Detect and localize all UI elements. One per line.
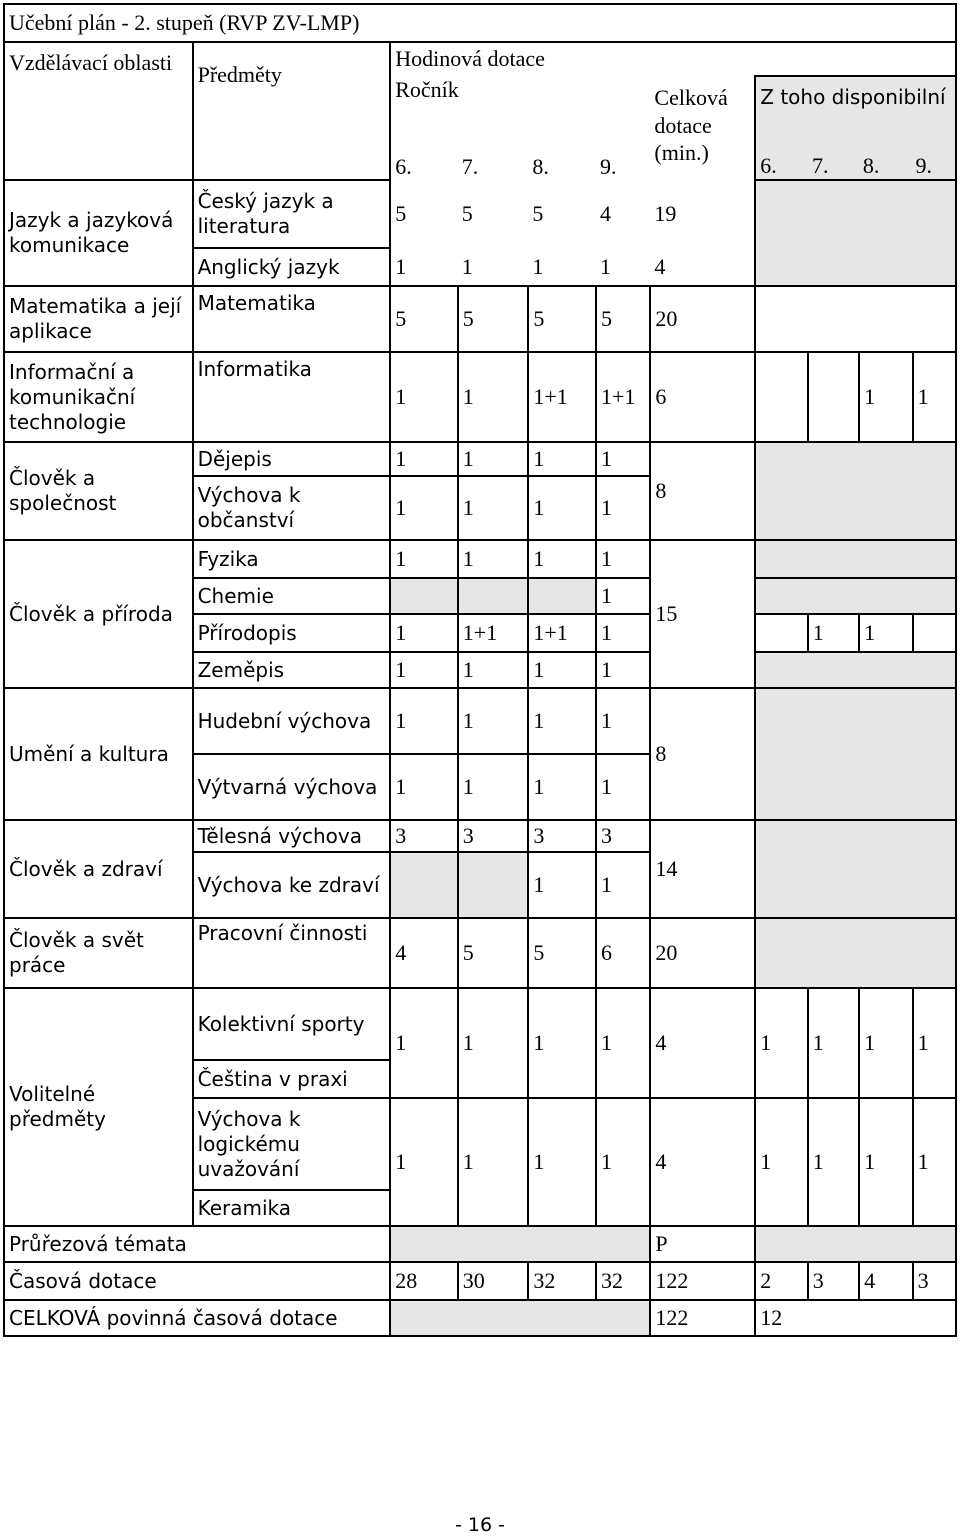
value-cell: 1 — [528, 652, 596, 688]
value-cell: 1 — [528, 442, 596, 476]
value-cell: 1 — [528, 540, 596, 578]
available-cell: 1 — [913, 1098, 956, 1226]
available-cell: 1 — [913, 352, 956, 442]
subject-work: Pracovní činnosti — [193, 918, 391, 988]
value-cell: 32 — [528, 1262, 596, 1300]
value-cell: 28 — [390, 1262, 458, 1300]
area-work: Člověk a svět práce — [4, 918, 193, 988]
area-ict: Informační a komunikační technologie — [4, 352, 193, 442]
header-grade-9: 9. — [596, 132, 650, 180]
available-cell — [755, 286, 956, 352]
value-cell: 1 — [596, 754, 650, 820]
available-cell: 12 — [755, 1300, 956, 1336]
available-cell — [913, 614, 956, 652]
total-cell: P — [650, 1226, 755, 1262]
curriculum-table — [3, 3, 957, 1337]
subject-team-sports: Kolektivní sporty — [193, 988, 391, 1060]
value-cell: 5 — [596, 286, 650, 352]
area-language: Jazyk a jazyková komunikace — [4, 180, 193, 286]
value-cell: 1 — [596, 852, 650, 918]
area-math: Matematika a její aplikace — [4, 286, 193, 352]
total-cell: 8 — [650, 688, 755, 820]
subject-chemistry: Chemie — [193, 578, 391, 614]
value-cell: 32 — [596, 1262, 650, 1300]
available-cell — [755, 1226, 956, 1262]
value-cell: 1 — [390, 1098, 458, 1226]
header-areas: Vzdělávací oblasti — [4, 42, 193, 180]
total-cell: 14 — [650, 820, 755, 918]
value-cell: 4 — [390, 918, 458, 988]
available-cell — [755, 652, 956, 688]
value-cell: 1 — [458, 688, 529, 754]
value-cell: 1 — [458, 540, 529, 578]
page-number: - 16 - — [455, 1514, 505, 1536]
total-cell: 8 — [650, 442, 755, 540]
available-cell — [755, 578, 956, 614]
subject-ceramics: Keramika — [193, 1190, 391, 1226]
value-cell — [390, 578, 458, 614]
available-cell: 3 — [808, 1262, 859, 1300]
value-cell: 1 — [390, 754, 458, 820]
available-cell: 1 — [859, 1098, 912, 1226]
total-cell: 4 — [650, 1098, 755, 1226]
header-available-grade-8: 8. — [862, 152, 880, 178]
subject-biology: Přírodopis — [193, 614, 391, 652]
subject-civics: Výchova k občanství — [193, 476, 391, 540]
value-cell: 3 — [596, 820, 650, 852]
total-cell: 6 — [650, 352, 755, 442]
header-available-grade-7: 7. — [812, 152, 829, 178]
available-cell — [755, 918, 956, 988]
subject-history: Dějepis — [193, 442, 391, 476]
value-cell: 1+1 — [528, 352, 596, 442]
value-cell: 1 — [528, 248, 596, 286]
value-cell: 6 — [596, 918, 650, 988]
available-cell — [755, 540, 956, 578]
value-cell: 30 — [458, 1262, 529, 1300]
header-subjects: Předměty — [193, 42, 391, 180]
value-cell: 1 — [458, 352, 529, 442]
value-cell: 1 — [596, 248, 650, 286]
available-cell: 1 — [808, 614, 859, 652]
header-available-grade-9: 9. — [915, 152, 933, 178]
value-cell — [390, 852, 458, 918]
value-cell: 1 — [390, 652, 458, 688]
value-cell: 1 — [596, 476, 650, 540]
value-cell: 1 — [528, 852, 596, 918]
value-cell: 1 — [528, 688, 596, 754]
header-hourly-allocation: Hodinová dotace — [390, 42, 956, 76]
value-cell: 1 — [596, 614, 650, 652]
value-cell: 1 — [596, 652, 650, 688]
available-cell: 1 — [859, 614, 912, 652]
subject-czech-practice: Čeština v praxi — [193, 1060, 391, 1098]
available-cell: 1 — [755, 1098, 807, 1226]
total-cell: 4 — [650, 988, 755, 1098]
value-cell: 1 — [458, 442, 529, 476]
available-cell — [808, 352, 859, 442]
available-cell — [755, 820, 956, 918]
total-cell: 20 — [650, 286, 755, 352]
value-cell: 1 — [528, 1098, 596, 1226]
subject-art: Výtvarná výchova — [193, 754, 391, 820]
total-cell: 122 — [650, 1262, 755, 1300]
total-cell: 4 — [650, 248, 755, 286]
subject-logic: Výchova k logickému uvažování — [193, 1098, 391, 1190]
value-cell: 1 — [596, 688, 650, 754]
value-cell: 1 — [458, 476, 529, 540]
value-cell: 1 — [596, 578, 650, 614]
value-cell: 5 — [458, 180, 529, 248]
row-cross-curricular-label: Průřezová témata — [4, 1226, 390, 1262]
subject-health: Výchova ke zdraví — [193, 852, 391, 918]
value-cell: 1 — [528, 988, 596, 1098]
value-cell: 3 — [528, 820, 596, 852]
value-cell: 1 — [528, 754, 596, 820]
row-total-mandatory-label: CELKOVÁ povinná časová dotace — [4, 1300, 390, 1336]
header-grade-8: 8. — [528, 132, 596, 180]
subject-math: Matematika — [193, 286, 391, 352]
row-time-allocation-label: Časová dotace — [4, 1262, 390, 1300]
available-cell — [755, 180, 956, 286]
area-society: Člověk a společnost — [4, 442, 193, 540]
available-cell: 1 — [859, 988, 912, 1098]
available-cell: 1 — [859, 352, 912, 442]
total-cell: 19 — [650, 180, 755, 248]
area-nature: Člověk a příroda — [4, 540, 193, 688]
value-cell: 1+1 — [458, 614, 529, 652]
value-cell: 1 — [596, 540, 650, 578]
value-cell: 1 — [390, 476, 458, 540]
available-cell: 4 — [859, 1262, 912, 1300]
header-available: Z toho disponibilní — [760, 85, 946, 109]
value-cell — [458, 578, 529, 614]
value-cell: 1 — [458, 754, 529, 820]
value-cell: 1+1 — [528, 614, 596, 652]
header-total: Celková dotace (min.) — [650, 76, 755, 180]
subject-informatics: Informatika — [193, 352, 391, 442]
available-cell — [755, 688, 956, 820]
value-cell: 1 — [390, 688, 458, 754]
available-cell: 1 — [913, 988, 956, 1098]
header-available-grade-6: 6. — [760, 152, 777, 178]
value-cell: 3 — [458, 820, 529, 852]
available-cell: 1 — [755, 988, 807, 1098]
value-cell: 1 — [596, 442, 650, 476]
total-cell: 20 — [650, 918, 755, 988]
available-cell: 3 — [913, 1262, 956, 1300]
value-cell: 1 — [390, 248, 458, 286]
value-cell: 3 — [390, 820, 458, 852]
value-cell — [458, 852, 529, 918]
value-cell: 1+1 — [596, 352, 650, 442]
value-cell: 1 — [458, 652, 529, 688]
value-cell: 5 — [528, 286, 596, 352]
value-cell: 5 — [458, 286, 529, 352]
area-health: Člověk a zdraví — [4, 820, 193, 918]
subject-english: Anglický jazyk — [193, 248, 391, 286]
subject-czech: Český jazyk a literatura — [193, 180, 391, 248]
value-cell: 1 — [390, 352, 458, 442]
value-cell: 5 — [458, 918, 529, 988]
subject-music: Hudební výchova — [193, 688, 391, 754]
value-cell: 1 — [596, 988, 650, 1098]
available-cell: 1 — [808, 988, 859, 1098]
value-cell: 1 — [458, 248, 529, 286]
value-cell: 1 — [596, 1098, 650, 1226]
value-cell — [528, 578, 596, 614]
total-cell: 122 — [650, 1300, 755, 1336]
value-cell: 5 — [390, 180, 458, 248]
value-cell: 5 — [528, 180, 596, 248]
value-cell — [390, 1226, 650, 1262]
available-cell: 1 — [808, 1098, 859, 1226]
available-cell — [755, 352, 807, 442]
subject-pe: Tělesná výchova — [193, 820, 391, 852]
area-arts: Umění a kultura — [4, 688, 193, 820]
subject-physics: Fyzika — [193, 540, 391, 578]
page-title: Učební plán - 2. stupeň (RVP ZV-LMP) — [4, 4, 956, 42]
subject-geography: Zeměpis — [193, 652, 391, 688]
available-cell: 2 — [755, 1262, 807, 1300]
value-cell — [390, 1300, 650, 1336]
value-cell: 1 — [390, 540, 458, 578]
value-cell: 1 — [458, 988, 529, 1098]
total-cell: 15 — [650, 540, 755, 688]
value-cell: 1 — [390, 442, 458, 476]
value-cell: 4 — [596, 180, 650, 248]
header-grade: Ročník — [390, 76, 650, 132]
value-cell: 1 — [390, 614, 458, 652]
available-cell — [755, 442, 956, 540]
value-cell: 5 — [528, 918, 596, 988]
area-electives: Volitelné předměty — [4, 988, 193, 1226]
available-cell — [755, 614, 807, 652]
header-grade-6: 6. — [390, 132, 458, 180]
header-grade-7: 7. — [458, 132, 529, 180]
value-cell: 1 — [390, 988, 458, 1098]
value-cell: 1 — [458, 1098, 529, 1226]
value-cell: 5 — [390, 286, 458, 352]
value-cell: 1 — [528, 476, 596, 540]
